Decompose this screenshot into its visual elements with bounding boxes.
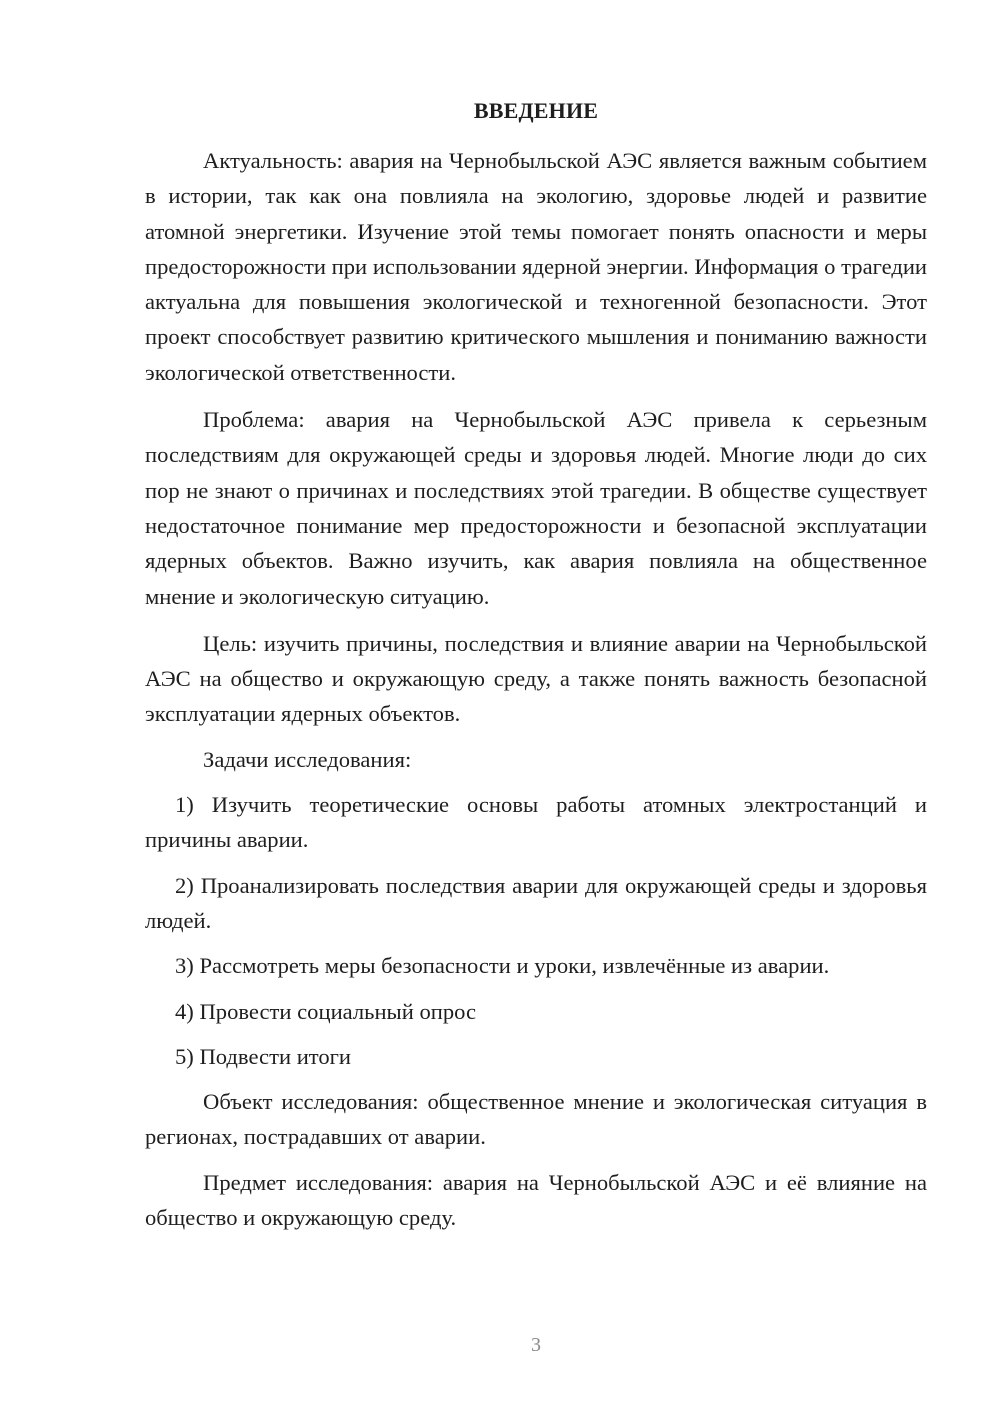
- page-number: 3: [531, 1334, 541, 1356]
- task-item: 2) Проанализировать последствия аварии для окружающей среды и здоровья людей.: [145, 872, 927, 933]
- task-item: 4) Провести социальный опрос: [175, 998, 477, 1024]
- task-item: 1) Изучить теоретические основы работы атомных электростанций и причины аварии.: [145, 792, 927, 853]
- task-item: 5) Подвести итоги: [175, 1043, 352, 1069]
- body-text: [145, 143, 927, 1235]
- paragraph-relevance: Актуальность: авария на Чернобыльской АЭС является важным событием в истории, так как она повлияла на экологию, здоровье людей и развитие атомной энергетики. Изучение этой темы помогает понять опасности и меры предосторожности при использовании ядерной энергии. Информация о трагедии актуальна для повышения экологической и техногенной безопасности. Этот проект способствует развитию критического мышления и пониманию важности экологической ответственности.: [145, 148, 927, 385]
- paragraph-subject: Предмет исследования: авария на Чернобыльской АЭС и её влияние на общество и окружающую среду.: [145, 1169, 927, 1231]
- section-title: ВВЕДЕНИЕ: [473, 98, 599, 123]
- paragraph-problem: Проблема: авария на Чернобыльской АЭС привела к серьезным последствиям для окружающей среды и здоровья людей. Многие люди до сих пор не знают о причинах и последствиях этой трагедии. В обществе существует недостаточное понимание мер предосторожности и безопасной эксплуатации ядерных объектов. Важно изучить, как авария повлияла на общественное мнение и экологическую ситуацию.: [145, 407, 927, 609]
- task-item: 3) Рассмотреть меры безопасности и уроки, извлечённые из аварии.: [175, 953, 830, 979]
- tasks-heading: Задачи исследования:: [203, 746, 412, 772]
- paragraph-goal: Цель: изучить причины, последствия и влияние аварии на Чернобыльской АЭС на общество и окружающую среду, а также понять важность безопасной эксплуатации ядерных объектов.: [145, 630, 927, 727]
- paragraph-object: Объект исследования: общественное мнение и экологическая ситуация в регионах, пострадавших от аварии.: [145, 1089, 927, 1150]
